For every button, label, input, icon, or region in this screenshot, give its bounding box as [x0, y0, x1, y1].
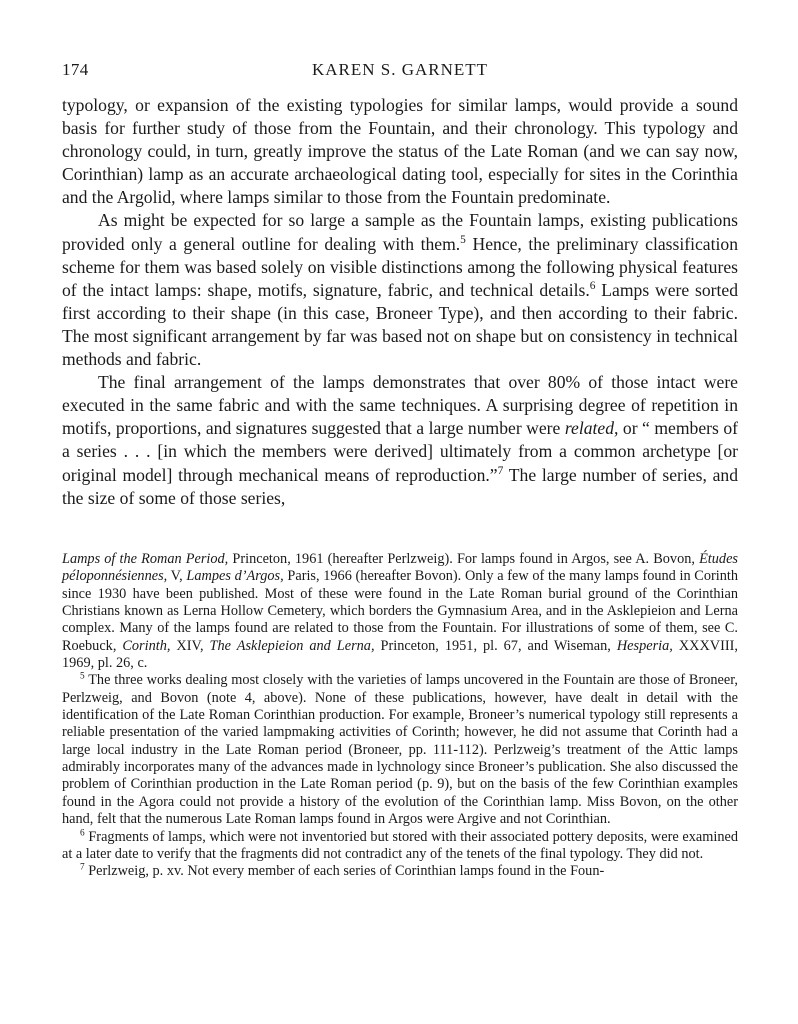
footnote-6: $^6$ Fragments of lamps, which were not inventoried but stored with their associated pottery deposits, were examined at a later date to verify that the fragments did not contradict any of the tenets of the final typology. They did not. — [62, 827, 739, 862]
running-head — [62, 60, 738, 82]
body-paragraph: typology, or expansion of the existing typologies for similar lamps, would provide a sound basis for further study of those from the Fountain, and their chronology. This typology and chronology could, in turn, greatly improve the status of the Late Roman (and we can say now, Corinthian) lamp as an accurate archaeological dating tool, especially for sites in the Corinthia and the Argolid, where lamps similar to those from the Fountain predominate. — [62, 95, 738, 208]
body-text — [62, 94, 738, 510]
emphasis: related, — [564, 418, 619, 439]
page-number: 174 — [62, 60, 89, 79]
body-paragraph: The final arrangement of the lamps demonstrates that over 80% of those intact were executed in the same fabric and with the same techniques. A surprising degree of repetition in motifs, proportions, and signatures suggested that a large number were related, or “ members of a series . . . [in which the members were derived] ultimately from a common archetype [or original model] through mechanical means of reproduction.”$^7$ The large number of series, and the size of some of those series, — [62, 372, 739, 508]
footnote-marker: 5 — [460, 233, 466, 246]
footnote-5: $^5$ The three works dealing most closely with the varieties of lamps uncovered in the Fountain are those of Broneer, Perlzweig, and Bovon (note 4, above). None of these publications, however, have dealt in detail with the identification of the Late Roman Corinthian production. For example, Broneer’s numerical typology still represents a reliable presentation of the varied lampmaking activities of Corinth; however, he did not assume that Corinth had a large local industry in the Late Roman period (Broneer, pp. 111-112). Perlzweig’s treatment of the Attic lamps admirably incorporates many of the advances made in lychnology since Broneer’s publication. She also discussed the problem of Corinthian production in the Late Roman period (p. 9), but on the basis of the few Corinthian examples found in the Agora could not provide a history of the evolution of the Corinthian lamp. Miss Bovon, on the other hand, felt that the numerous Late Roman lamps found in Argos were Argive and not Corinthian. — [62, 671, 738, 828]
body-paragraph: As might be expected for so large a sample as the Fountain lamps, existing publications provided only a general outline for dealing with them.$^5$ Hence, the preliminary classification scheme for them was based solely on visible distinctions among the following physical features of the intact lamps: shape, motifs, signature, fabric, and technical details.$^6$ Lamps were sorted first according to their shape (in this case, Broneer Type), and then according to their fabric. The most significant arrangement by far was based not on shape but on consistency in technical methods and fabric. — [62, 210, 738, 370]
running-head-author: KAREN S. GARNETT — [311, 60, 489, 79]
footnote-number: 7 — [80, 862, 85, 873]
footnote-marker: 7 — [497, 464, 504, 477]
footnote-number: 5 — [80, 671, 85, 682]
footnotes — [62, 551, 738, 881]
footnote-continued: Lamps of the Roman Period, Princeton, 1961 (hereafter Perlzweig). For lamps found in Argos, see A. Bovon, Études péloponnésiennes, V, Lampes d’Argos, Paris, 1966 (hereafter Bovon). Only a few of the many lamps found in Corinth since 1930 have been published. Most of these were found in the Late Roman burial ground of the Corinthian Christians known as Lerna Hollow Cemetery, which borders the Gymnasium Area, and in the Asklepieion and Lerna complex. Many of the lamps found are related to those from the Fountain. For illustrations of some of them, see C. Roebuck, Corinth, XIV, The Asklepieion and Lerna, Princeton, 1951, pl. 67, and Wiseman, Hesperia, XXXVIII, 1969, pl. 26, c. — [62, 551, 738, 672]
footnote-marker: 6 — [589, 279, 596, 292]
footnote-number: 6 — [80, 827, 85, 838]
footnote-7: $^7$ Perlzweig, p. xv. Not every member of each series of Corinthian lamps found in the Foun- — [80, 862, 605, 880]
